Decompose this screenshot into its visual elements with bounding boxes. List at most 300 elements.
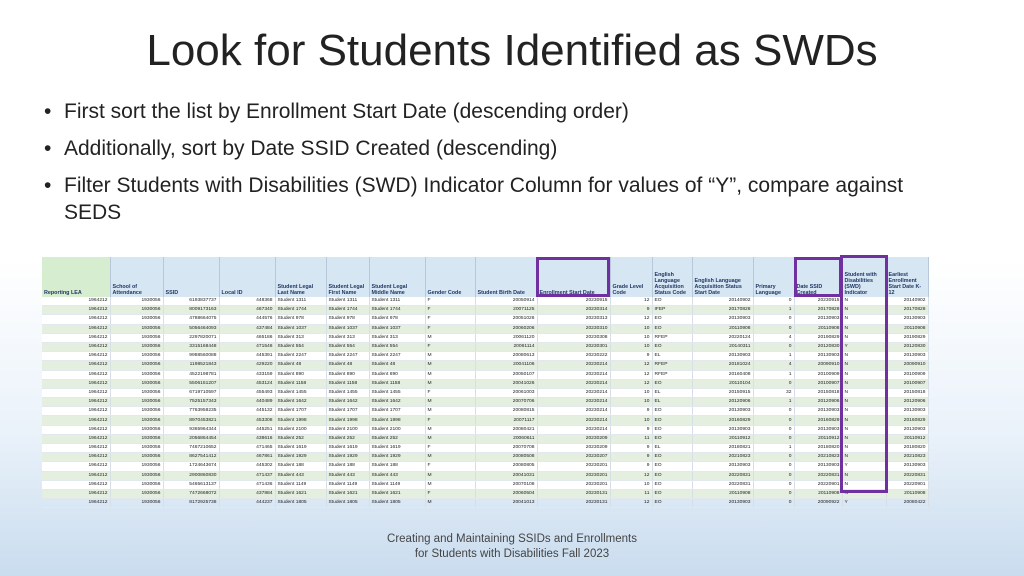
table-cell: 9 <box>610 306 652 315</box>
table-cell: Student 1707 <box>369 407 425 416</box>
table-cell: 20130903 <box>794 407 842 416</box>
table-cell: 1198521843 <box>163 361 219 370</box>
table-cell: EL <box>652 398 692 407</box>
table-cell: 20180820 <box>794 444 842 453</box>
table-cell: 5465613137 <box>163 480 219 489</box>
table-cell: 20071117 <box>475 416 537 425</box>
table-cell: Student 188 <box>326 462 369 471</box>
table-cell: 20130903 <box>692 352 753 361</box>
table-cell: 20170828 <box>692 306 753 315</box>
table-cell: Student 443 <box>326 471 369 480</box>
table-cell: 1964212 <box>42 444 110 453</box>
table-cell: 10 <box>610 398 652 407</box>
table-cell: 20230310 <box>537 324 610 333</box>
table-cell: 20210823 <box>886 453 928 462</box>
table-cell: F <box>425 462 475 471</box>
table-cell: 4 <box>753 361 794 370</box>
table-cell: N <box>842 388 886 397</box>
table-cell: 20230301 <box>537 342 610 351</box>
table-cell: EL <box>652 352 692 361</box>
table-cell: 0 <box>753 297 794 306</box>
table-cell: EL <box>652 444 692 453</box>
table-cell: 20230915 <box>537 297 610 306</box>
table-cell: 1 <box>753 370 794 379</box>
table-cell: 20110912 <box>886 434 928 443</box>
table-cell: N <box>842 361 886 370</box>
table-cell: 20230214 <box>537 407 610 416</box>
table-cell: 20110912 <box>692 434 753 443</box>
table-cell: Student 1707 <box>275 407 326 416</box>
table-cell: 1930056 <box>110 471 163 480</box>
table-cell: RFEP <box>652 361 692 370</box>
table-cell: 1964212 <box>42 352 110 361</box>
table-cell: 20230313 <box>537 315 610 324</box>
table-cell: 0 <box>753 434 794 443</box>
column-header: English Language Acquisition Status Code <box>652 257 692 297</box>
table-cell: 453308 <box>219 416 275 425</box>
table-cell: M <box>425 407 475 416</box>
spreadsheet-screenshot <box>42 257 928 506</box>
table-cell: 10 <box>610 388 652 397</box>
table-cell: 1964212 <box>42 379 110 388</box>
table-cell: EO <box>652 416 692 425</box>
column-header: Student Legal Last Name <box>275 257 326 297</box>
table-cell: 1930056 <box>110 444 163 453</box>
table-cell: 445391 <box>219 352 275 361</box>
table-cell: Student 1158 <box>326 379 369 388</box>
table-cell: 1 <box>753 306 794 315</box>
table-cell: Student 1619 <box>369 444 425 453</box>
table-cell: 5056464093 <box>163 324 219 333</box>
table-cell: 0 <box>753 499 794 508</box>
table-cell: N <box>842 453 886 462</box>
table-cell: Student 1744 <box>275 306 326 315</box>
table-cell: N <box>842 370 886 379</box>
table-cell: 20150818 <box>886 388 928 397</box>
table-cell: Student 1455 <box>275 388 326 397</box>
table-cell: 448368 <box>219 297 275 306</box>
table-cell: 20220124 <box>692 333 753 342</box>
table-cell: 455493 <box>219 388 275 397</box>
table-cell: M <box>425 434 475 443</box>
table-cell: Student 1805 <box>369 499 425 508</box>
table-cell: 20230222 <box>537 352 610 361</box>
table-cell: Student 1158 <box>369 379 425 388</box>
table-cell: EO <box>652 462 692 471</box>
table-cell: 1964212 <box>42 361 110 370</box>
table-cell: 20110908 <box>692 324 753 333</box>
table-cell: Student 1642 <box>275 398 326 407</box>
table-cell: 0 <box>753 416 794 425</box>
table-cell: Student 2100 <box>326 425 369 434</box>
table-cell: Student 1311 <box>369 297 425 306</box>
table-cell: 20150915 <box>692 388 753 397</box>
table-cell: 20230131 <box>537 499 610 508</box>
table-cell: 1964212 <box>42 462 110 471</box>
table-cell: 20230201 <box>537 471 610 480</box>
column-header: Primary Language <box>753 257 794 297</box>
table-cell: 20190829 <box>794 333 842 342</box>
table-cell: 20080508 <box>475 453 537 462</box>
table-cell: 20100909 <box>886 370 928 379</box>
table-cell: 20061114 <box>475 342 537 351</box>
table-cell: 471465 <box>219 444 275 453</box>
table-cell: 12 <box>610 315 652 324</box>
table-cell: Student 1744 <box>369 306 425 315</box>
table-cell: 20230214 <box>537 398 610 407</box>
table-row <box>42 342 928 351</box>
table-cell: 20230207 <box>537 453 610 462</box>
table-cell: 20230214 <box>537 370 610 379</box>
table-cell: 7525157343 <box>163 398 219 407</box>
table-cell: 1964212 <box>42 471 110 480</box>
table-cell: 1930056 <box>110 388 163 397</box>
table-cell: 471546 <box>219 342 275 351</box>
table-cell: Y <box>842 462 886 471</box>
table-row <box>42 444 928 453</box>
table-cell: Student 1929 <box>275 453 326 462</box>
table-cell: 9 <box>610 425 652 434</box>
table-cell: N <box>842 489 886 498</box>
table-cell: M <box>425 499 475 508</box>
table-cell: 20210823 <box>692 453 753 462</box>
table-cell: 20140902 <box>886 297 928 306</box>
table-cell: Student 1744 <box>326 306 369 315</box>
table-cell: 1964212 <box>42 416 110 425</box>
table-cell: 20051026 <box>475 315 537 324</box>
table-cell: 12 <box>610 379 652 388</box>
table-cell: 12 <box>610 471 652 480</box>
column-header: Gender Code <box>425 257 475 297</box>
table-cell: 20110908 <box>794 324 842 333</box>
table-cell: Student 188 <box>369 462 425 471</box>
table-cell: 20120906 <box>794 398 842 407</box>
table-cell: 1964212 <box>42 489 110 498</box>
column-header: SSID <box>163 257 219 297</box>
table-cell: M <box>425 480 475 489</box>
table-cell: 20110908 <box>692 489 753 498</box>
table-cell: 1930056 <box>110 462 163 471</box>
table-row <box>42 499 928 508</box>
table-cell: 1930056 <box>110 407 163 416</box>
table-cell: Student 1037 <box>369 324 425 333</box>
table-cell: 445251 <box>219 425 275 434</box>
table-cell: 10 <box>610 416 652 425</box>
column-header: Earliest Enrollment Start Date K-12 <box>886 257 928 297</box>
table-cell: 438616 <box>219 434 275 443</box>
table-cell: 20100907 <box>886 379 928 388</box>
table-cell: M <box>425 453 475 462</box>
table-cell: 20130903 <box>794 462 842 471</box>
table-cell: 467340 <box>219 306 275 315</box>
table-cell: 20180820 <box>886 444 928 453</box>
table-cell: 453124 <box>219 379 275 388</box>
table-cell: 8970453821 <box>163 416 219 425</box>
table-cell: Student 1158 <box>275 379 326 388</box>
table-cell: 20080421 <box>475 425 537 434</box>
table-cell: Student 890 <box>275 370 326 379</box>
table-cell: 9365964344 <box>163 425 219 434</box>
table-cell: 9 <box>610 407 652 416</box>
table-row <box>42 462 928 471</box>
table-cell: 20220901 <box>886 480 928 489</box>
table-cell: 20120906 <box>886 398 928 407</box>
table-cell: 4522198781 <box>163 370 219 379</box>
table-cell: RFEP <box>652 333 692 342</box>
column-header: Student Legal First Name <box>326 257 369 297</box>
table-cell: EO <box>652 434 692 443</box>
table-cell: 20230314 <box>537 306 610 315</box>
table-cell: 20130903 <box>692 499 753 508</box>
table-cell: Student 2247 <box>369 352 425 361</box>
table-cell: Student 1149 <box>326 480 369 489</box>
table-cell: 20130903 <box>886 352 928 361</box>
column-header: English Language Acquisition Status Start Date <box>692 257 753 297</box>
table-cell: 440489 <box>219 398 275 407</box>
table-cell: 20190829 <box>886 333 928 342</box>
table-cell: 10 <box>610 324 652 333</box>
table-cell: RFEP <box>652 370 692 379</box>
table-cell: 20230214 <box>537 388 610 397</box>
table-cell: Student 554 <box>275 342 326 351</box>
table-row <box>42 407 928 416</box>
table-cell: 465186 <box>219 333 275 342</box>
footer-line-1: Creating and Maintaining SSIDs and Enrollments <box>387 533 637 545</box>
table-cell: 20210823 <box>794 453 842 462</box>
table-cell: N <box>842 315 886 324</box>
table-cell: 467861 <box>219 453 275 462</box>
table-cell: 471436 <box>219 480 275 489</box>
table-cell: EO <box>652 379 692 388</box>
table-cell: N <box>842 333 886 342</box>
table-cell: 1964212 <box>42 370 110 379</box>
table-cell: Student 978 <box>326 315 369 324</box>
table-cell: 1964212 <box>42 398 110 407</box>
table-row <box>42 306 928 315</box>
table-cell: Student 1707 <box>326 407 369 416</box>
bullet-list <box>44 98 944 236</box>
table-cell: 437484 <box>219 324 275 333</box>
table-cell: 20071125 <box>475 306 537 315</box>
table-cell: F <box>425 489 475 498</box>
table-cell: 2900860830 <box>163 471 219 480</box>
column-header: Student Birth Date <box>475 257 537 297</box>
table-row <box>42 416 928 425</box>
table-cell: 1964212 <box>42 306 110 315</box>
table-cell: 20220831 <box>692 480 753 489</box>
table-cell: 20110104 <box>692 379 753 388</box>
table-cell: 0 <box>753 315 794 324</box>
table-cell: Y <box>842 499 886 508</box>
table-cell: 1930056 <box>110 315 163 324</box>
table-cell: EO <box>652 324 692 333</box>
table-cell: 20080815 <box>475 407 537 416</box>
table-cell: N <box>842 324 886 333</box>
table-cell: 20220831 <box>692 471 753 480</box>
table-cell: 1930056 <box>110 453 163 462</box>
table-cell: Student 252 <box>275 434 326 443</box>
table-cell: 20060206 <box>475 324 537 333</box>
table-cell: Student 1619 <box>326 444 369 453</box>
table-cell: 20140311 <box>692 342 753 351</box>
table-cell: 20120906 <box>692 398 753 407</box>
table-cell: 20120830 <box>794 342 842 351</box>
column-header: School of Attendance <box>110 257 163 297</box>
table-cell: Student 1805 <box>275 499 326 508</box>
table-cell: N <box>842 434 886 443</box>
table-cell: Student 1642 <box>369 398 425 407</box>
slide-title: Look for Students Identified as SWDs <box>146 26 878 75</box>
table-cell: 20130903 <box>794 315 842 324</box>
table-cell: 20130903 <box>886 407 928 416</box>
table-cell: 20090910 <box>794 361 842 370</box>
table-cell: 5506151207 <box>163 379 219 388</box>
table-cell: 20160408 <box>692 370 753 379</box>
table-cell: Student 443 <box>369 471 425 480</box>
table-cell: 20120830 <box>886 342 928 351</box>
table-cell: 20130903 <box>692 315 753 324</box>
table-cell: 9 <box>610 352 652 361</box>
table-cell: 4788664075 <box>163 315 219 324</box>
table-cell: Student 1642 <box>326 398 369 407</box>
table-cell: 445302 <box>219 462 275 471</box>
table-cell: M <box>425 398 475 407</box>
table-cell: 1930056 <box>110 434 163 443</box>
table-cell: 20050107 <box>475 370 537 379</box>
table-cell: 444576 <box>219 315 275 324</box>
table-cell: 7472668072 <box>163 489 219 498</box>
table-cell: Student 1149 <box>369 480 425 489</box>
table-cell: 2056864454 <box>163 434 219 443</box>
table-cell: 1964212 <box>42 499 110 508</box>
student-enrollment-table <box>42 257 929 508</box>
table-cell: IFEP <box>652 306 692 315</box>
table-cell: Student 1621 <box>369 489 425 498</box>
table-cell: 0 <box>753 462 794 471</box>
table-cell: 20100907 <box>794 379 842 388</box>
table-cell: 20070706 <box>475 398 537 407</box>
table-cell: 12 <box>610 499 652 508</box>
table-cell: 7467210652 <box>163 444 219 453</box>
table-cell: 20130903 <box>692 407 753 416</box>
table-cell: 20230209 <box>537 434 610 443</box>
table-cell: M <box>425 333 475 342</box>
table-cell: 9 <box>610 462 652 471</box>
table-cell: 12 <box>610 297 652 306</box>
table-cell: 0 <box>753 379 794 388</box>
table-cell: 1930056 <box>110 306 163 315</box>
table-cell: 20130903 <box>794 425 842 434</box>
table-cell: Student 890 <box>326 370 369 379</box>
table-cell: M <box>425 370 475 379</box>
table-cell: 1964212 <box>42 453 110 462</box>
table-cell: 20080613 <box>475 352 537 361</box>
table-cell: 20130903 <box>886 462 928 471</box>
table-cell: 9 <box>610 453 652 462</box>
table-cell: 1930056 <box>110 499 163 508</box>
table-cell: EO <box>652 499 692 508</box>
table-cell: Student 2247 <box>275 352 326 361</box>
table-row <box>42 297 928 306</box>
table-cell: EO <box>652 471 692 480</box>
table-cell: 20110908 <box>886 324 928 333</box>
table-cell: 1930056 <box>110 425 163 434</box>
table-cell: N <box>842 306 886 315</box>
table-cell: M <box>425 361 475 370</box>
table-cell: 20050914 <box>475 297 537 306</box>
table-cell: 20110908 <box>886 489 928 498</box>
table-cell: 20061003 <box>475 388 537 397</box>
table-cell: EO <box>652 297 692 306</box>
table-cell: 1964212 <box>42 388 110 397</box>
table-cell: F <box>425 444 475 453</box>
column-header: Date SSID Created <box>794 257 842 297</box>
table-cell: 1964212 <box>42 333 110 342</box>
table-cell: 1930056 <box>110 480 163 489</box>
table-cell: Student 554 <box>369 342 425 351</box>
table-cell: Student 2247 <box>326 352 369 361</box>
table-row <box>42 379 928 388</box>
table-cell: 20070708 <box>475 444 537 453</box>
header-row <box>42 257 928 297</box>
table-cell: 20130903 <box>692 425 753 434</box>
column-header: Student with Disabilities (SWD) Indicator <box>842 257 886 297</box>
table-cell: 2297820071 <box>163 333 219 342</box>
table-cell: 1 <box>753 444 794 453</box>
column-header: Grade Level Code <box>610 257 652 297</box>
table-cell: Student 1311 <box>275 297 326 306</box>
table-row <box>42 324 928 333</box>
table-cell: EO <box>652 453 692 462</box>
table-cell: 1964212 <box>42 434 110 443</box>
table-cell: N <box>842 471 886 480</box>
column-header: Enrollment Start Date <box>537 257 610 297</box>
table-cell: 10 <box>610 333 652 342</box>
table-cell: F <box>425 388 475 397</box>
table-cell: 12 <box>610 370 652 379</box>
table-cell: 11 <box>610 489 652 498</box>
table-row <box>42 388 928 397</box>
table-cell: Student 1929 <box>369 453 425 462</box>
table-row <box>42 434 928 443</box>
table-cell: 0 <box>753 489 794 498</box>
table-cell: EL <box>652 388 692 397</box>
table-cell: 20041026 <box>475 379 537 388</box>
table-cell: 1964212 <box>42 407 110 416</box>
table-cell: 20110908 <box>794 489 842 498</box>
table-cell: 20160829 <box>692 416 753 425</box>
table-cell: 0 <box>753 480 794 489</box>
table-cell: 20090910 <box>886 361 928 370</box>
table-cell: N <box>842 379 886 388</box>
table-cell: 20100909 <box>794 370 842 379</box>
table-cell: Student 1455 <box>369 388 425 397</box>
table-row <box>42 471 928 480</box>
table-cell: Student 2100 <box>369 425 425 434</box>
table-row <box>42 425 928 434</box>
table-cell: 20130903 <box>692 462 753 471</box>
table-cell: Student 978 <box>369 315 425 324</box>
table-cell: 20230201 <box>537 462 610 471</box>
table-cell: Student 1929 <box>326 453 369 462</box>
table-cell: EO <box>652 489 692 498</box>
table-row <box>42 315 928 324</box>
table-cell: 4 <box>753 333 794 342</box>
table-cell: 20220831 <box>886 471 928 480</box>
table-cell: 444237 <box>219 499 275 508</box>
table-cell: M <box>425 352 475 361</box>
table-cell: 20041031 <box>475 471 537 480</box>
